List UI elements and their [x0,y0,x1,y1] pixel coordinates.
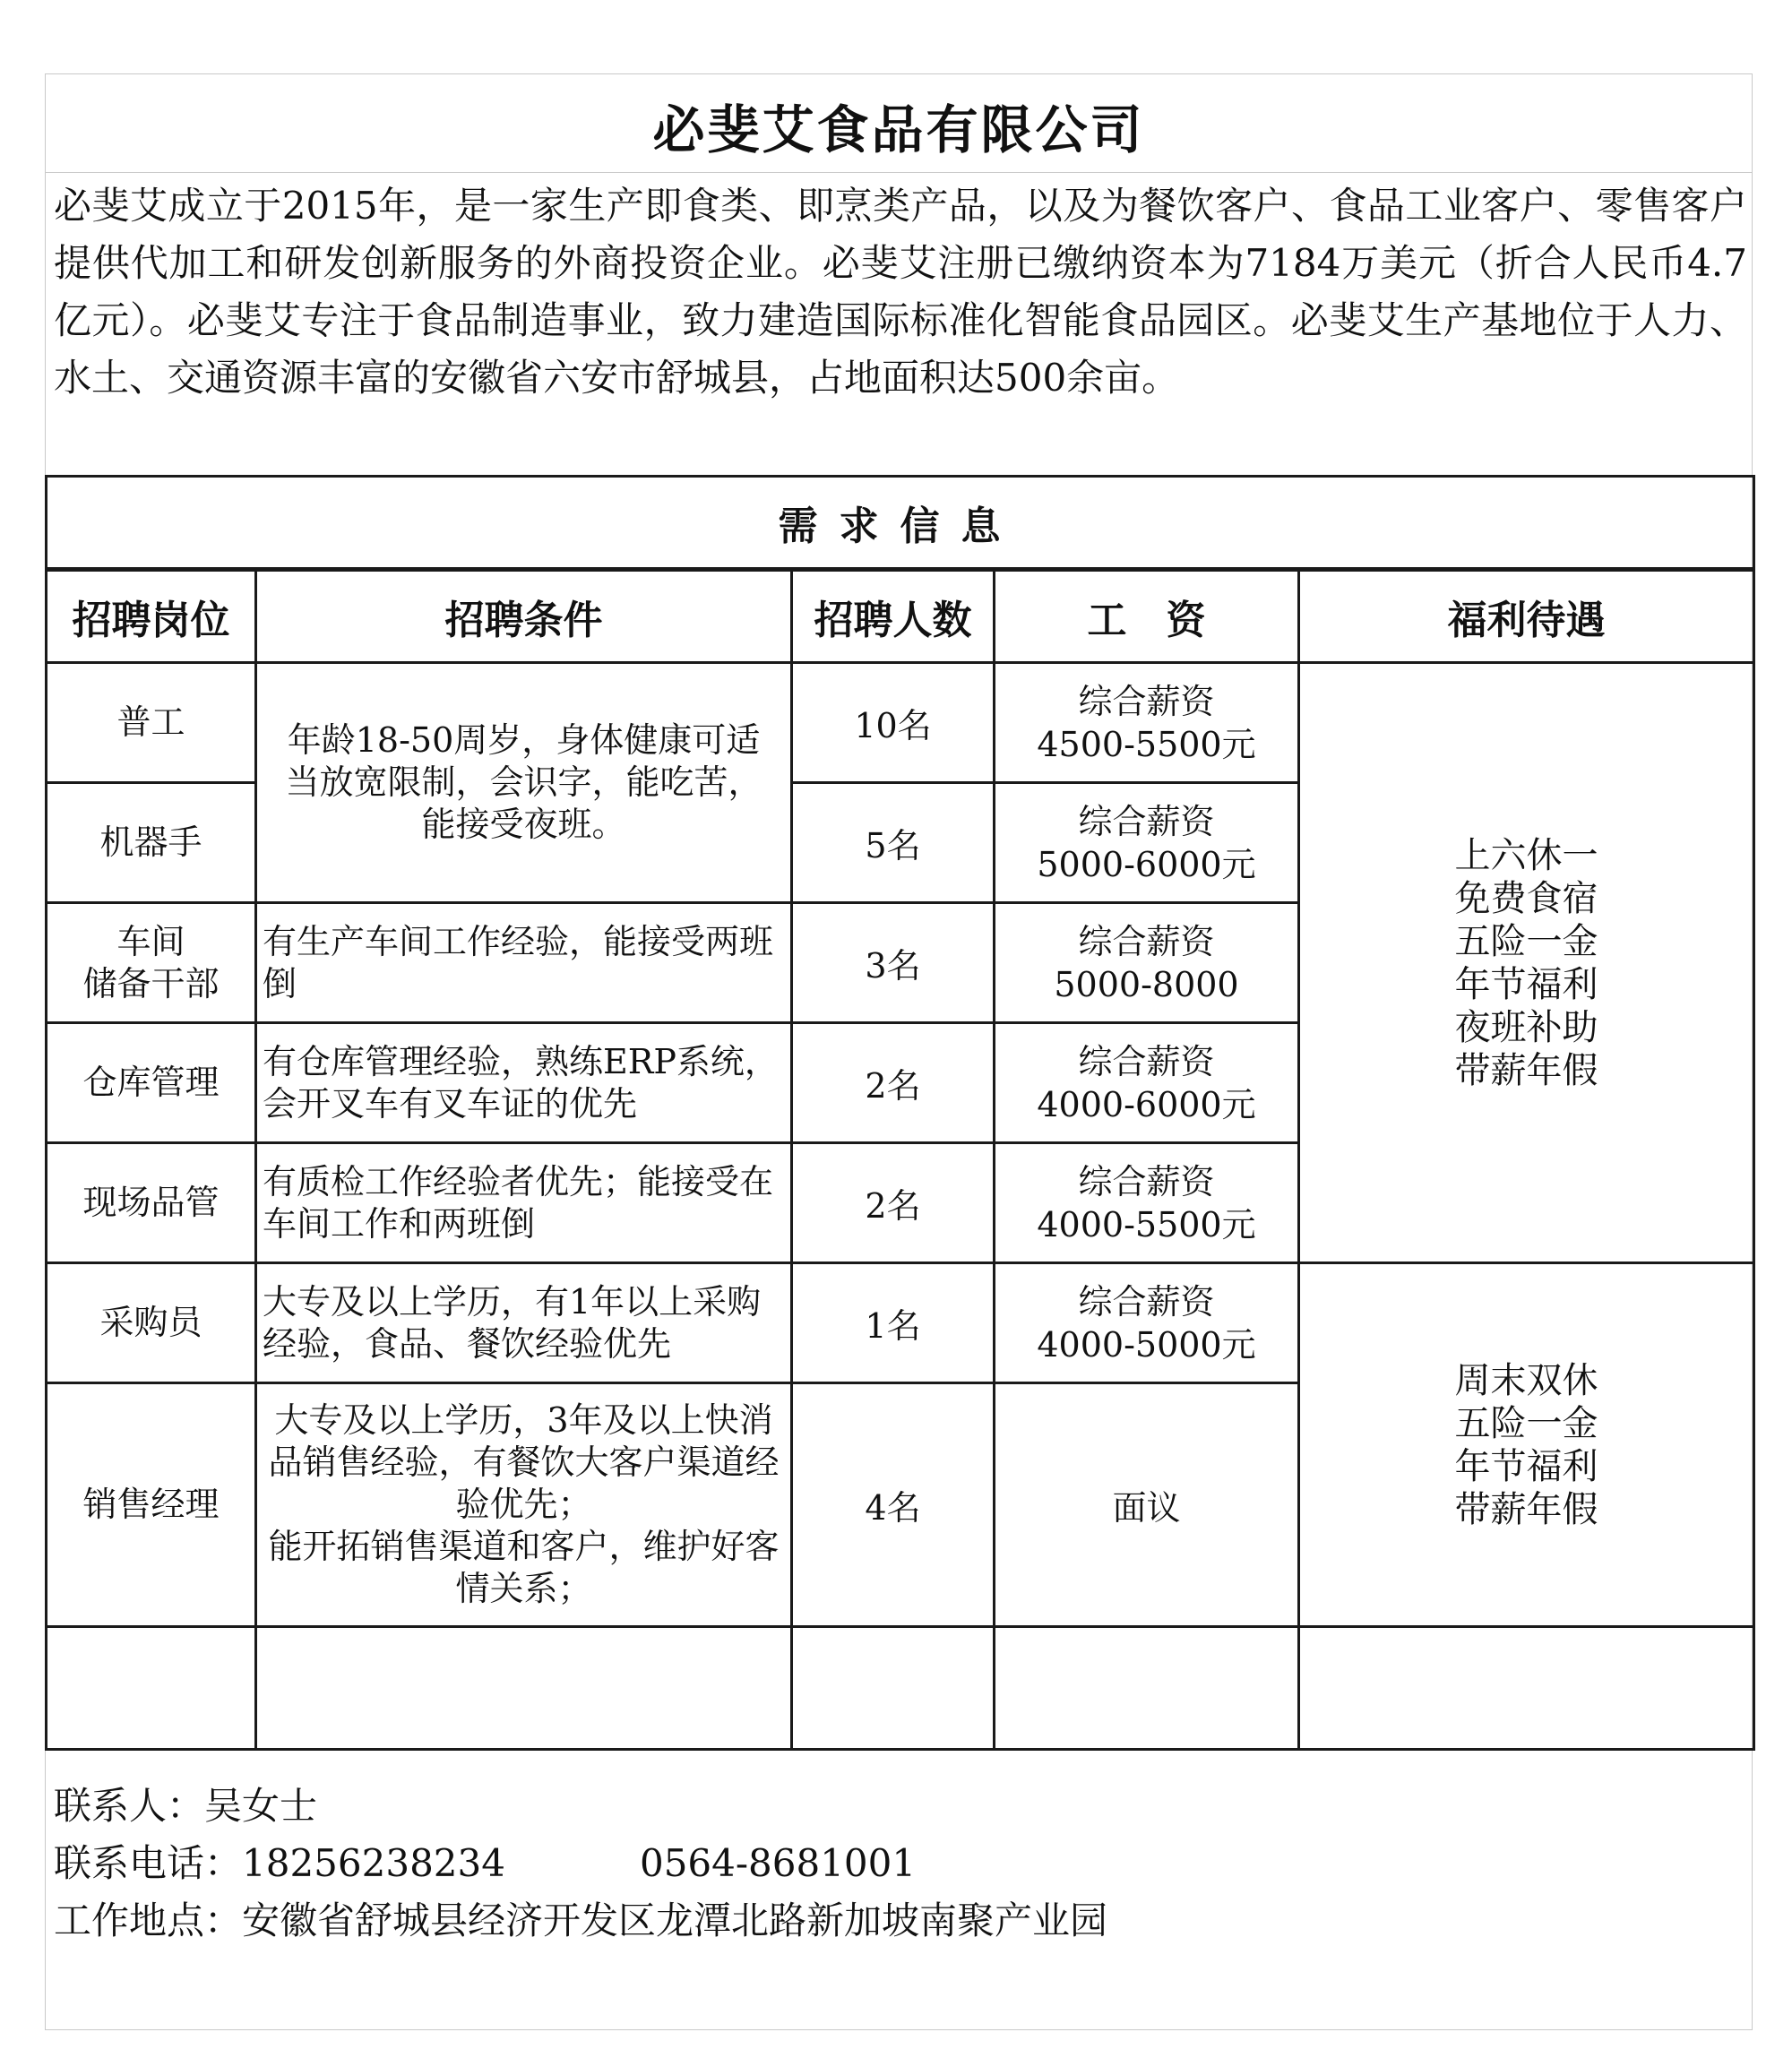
header-salary: 工 资 [995,570,1299,663]
benefit-item: 带薪年假 [1454,1049,1598,1091]
count-cell: 2名 [792,1143,995,1263]
count-cell: 4名 [792,1383,995,1627]
count-cell: 3名 [792,903,995,1023]
benefits-cell-group-1 [1299,663,1754,1263]
conditions-cell: 有质检工作经验者优先；能接受在车间工作和两班倒 [256,1143,792,1263]
position-line: 储备干部 [82,963,220,1003]
conditions-cell: 有生产车间工作经验，能接受两班倒 [256,903,792,1023]
salary-range: 4000-5000元 [1037,1324,1256,1365]
salary-cell [995,1263,1299,1383]
salary-cell [995,1143,1299,1263]
salary-label: 综合薪资 [1078,1041,1215,1081]
conditions-cell: 年龄18-50周岁，身体健康可适当放宽限制，会识字，能吃苦，能接受夜班。 [256,663,792,903]
contact-address: 工作地点：安徽省舒城县经济开发区龙潭北路新加坡南聚产业园 [54,1899,1108,1942]
empty-cell [792,1627,995,1750]
count-cell: 5名 [792,783,995,903]
salary-range: 5000-6000元 [1037,844,1256,884]
benefit-item: 年节福利 [1454,1445,1598,1487]
position-cell: 销售经理 [47,1383,256,1627]
benefit-item: 带薪年假 [1454,1488,1598,1530]
empty-cell [1299,1627,1754,1750]
benefit-item: 免费食宿 [1454,877,1598,919]
benefit-item: 年节福利 [1454,963,1598,1005]
company-title: 必斐艾食品有限公司 [652,99,1145,160]
count-cell: 1名 [792,1263,995,1383]
table-row [47,663,1754,783]
section-title: 需求信息 [47,477,1754,570]
empty-cell [995,1627,1299,1750]
salary-label: 综合薪资 [1078,1161,1215,1201]
phone-number-mobile: 18256238234 [242,1841,505,1885]
salary-label: 综合薪资 [1078,681,1215,721]
benefit-item: 夜班补助 [1454,1006,1598,1048]
position-cell [47,903,256,1023]
salary-cell [995,663,1299,783]
conditions-cell [256,1383,792,1627]
recruitment-table [45,475,1755,1751]
conditions-cell: 大专及以上学历，有1年以上采购经验，食品、餐饮经验优先 [256,1263,792,1383]
contact-block [54,1778,1107,1950]
header-conditions: 招聘条件 [256,570,792,663]
header-benefits: 福利待遇 [1299,570,1754,663]
benefit-item: 上六休一 [1454,834,1598,876]
benefit-item: 五险一金 [1454,920,1598,962]
table-row [47,1263,1754,1383]
salary-label: 综合薪资 [1078,1281,1215,1322]
header-count: 招聘人数 [792,570,995,663]
position-cell: 采购员 [47,1263,256,1383]
salary-cell [995,903,1299,1023]
count-cell: 10名 [792,663,995,783]
salary-label: 综合薪资 [1078,801,1215,841]
benefits-cell-group-2 [1299,1263,1754,1627]
salary-range: 4500-5500元 [1037,724,1256,764]
phone-number-landline: 0564-8681001 [639,1841,917,1885]
conditions-cell: 有仓库管理经验，熟练ERP系统，会开叉车有叉车证的优先 [256,1023,792,1143]
company-intro: 必斐艾成立于2015年，是一家生产即食类、即烹类产品，以及为餐饮客户、食品工业客户、零售客户提供代加工和研发创新服务的外商投资企业。必斐艾注册已缴纳资本为7184万美元（折合人民币4.7亿元）。必斐艾专注于食品制造事业，致力建造国际标准化智能食品园区。必斐艾生产基地位于人力、水土、交通资源丰富的安徽省六安市舒城县，占地面积达500余亩。 [54,184,1747,400]
position-cell: 仓库管理 [47,1023,256,1143]
contact-phone [54,1835,1107,1892]
salary-label: 综合薪资 [1078,921,1215,961]
salary-cell [995,783,1299,903]
title-divider [45,172,1753,173]
salary-range: 4000-6000元 [1037,1084,1256,1124]
conditions-line: 能开拓销售渠道和客户，维护好客情关系； [268,1527,780,1608]
benefit-item: 周末双休 [1454,1359,1598,1401]
header-position: 招聘岗位 [47,570,256,663]
salary-range: 5000-8000 [1054,964,1239,1004]
position-line: 车间 [116,921,185,961]
salary-cell: 面议 [995,1383,1299,1627]
position-cell: 机器手 [47,783,256,903]
contact-person: 联系人：吴女士 [54,1784,318,1828]
position-cell: 普工 [47,663,256,783]
benefit-item: 五险一金 [1454,1402,1598,1444]
empty-cell [256,1627,792,1750]
salary-cell [995,1023,1299,1143]
conditions-line: 大专及以上学历，3年及以上快消品销售经验，有餐饮大客户渠道经验优先； [268,1400,780,1524]
table-row-empty [47,1627,1754,1750]
count-cell: 2名 [792,1023,995,1143]
phone-label: 联系电话： [54,1841,243,1885]
position-cell: 现场品管 [47,1143,256,1263]
empty-cell [47,1627,256,1750]
salary-range: 4000-5500元 [1037,1204,1256,1244]
